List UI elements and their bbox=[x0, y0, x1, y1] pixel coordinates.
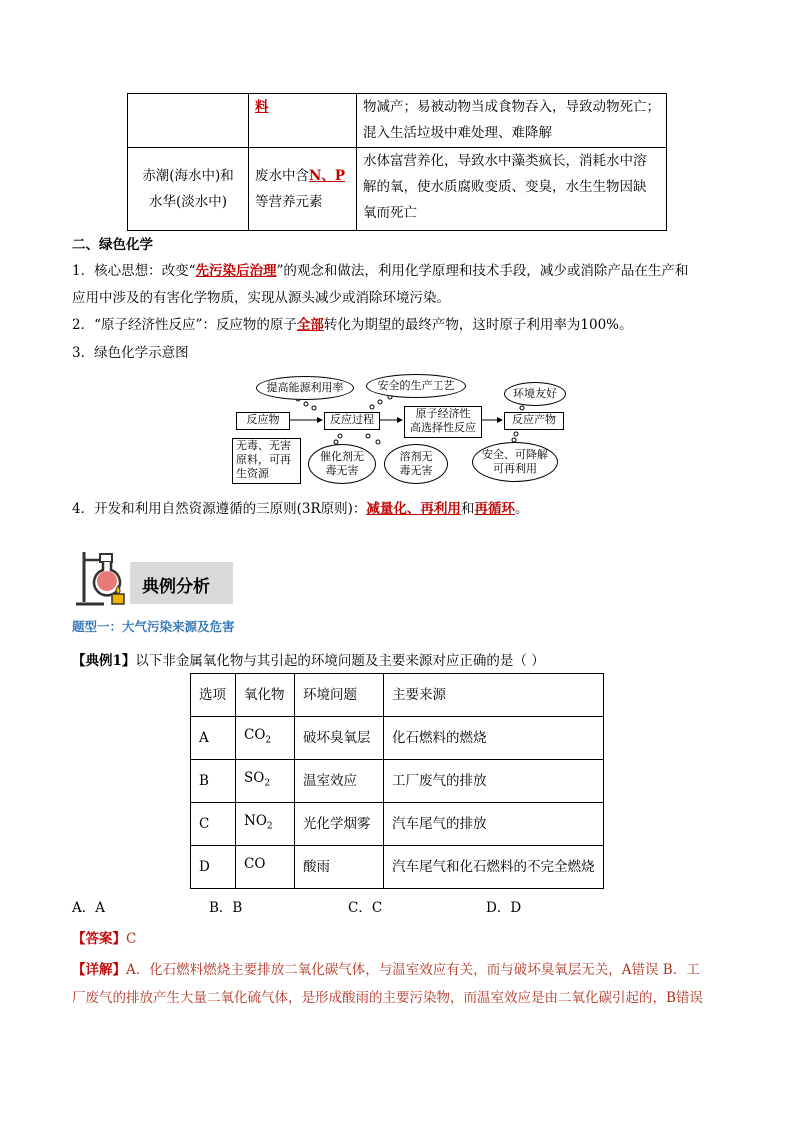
section-heading: 二、绿色化学 bbox=[72, 237, 153, 253]
table-cell: 工厂废气的排放 bbox=[384, 760, 604, 803]
table-cell: CO bbox=[236, 846, 295, 889]
table-cell bbox=[357, 94, 667, 148]
banner-title: 典例分析 bbox=[142, 577, 210, 597]
bubble-solvent: 溶剂无 毒无害 bbox=[384, 444, 448, 484]
paragraph: 1．核心思想：改变“先污染后治理”的观念和做法，利用化学原理和技术手段，减少或消除产品在生产和 bbox=[72, 263, 689, 279]
lab-flask-icon bbox=[74, 548, 130, 608]
table-cell: 酸雨 bbox=[295, 846, 384, 889]
table-cell: $SO_2$ bbox=[236, 760, 295, 803]
question-stem: 【典例1】以下非金属氧化物与其引起的环境问题及主要来源对应正确的是（ ） bbox=[72, 653, 545, 669]
box-reactant: 反应物 bbox=[236, 412, 290, 430]
table-cell: 光化学烟雾 bbox=[295, 803, 384, 846]
table-cell: D bbox=[191, 846, 236, 889]
paragraph: 4．开发和利用自然资源遵循的三原则(3R原则)：减量化、再利用和再循环。 bbox=[72, 501, 529, 517]
pollution-table bbox=[127, 93, 667, 231]
table-header: 氧化物 bbox=[236, 674, 295, 717]
bubble-catalyst: 催化剂无 毒无害 bbox=[308, 444, 376, 484]
choice-c: C．C bbox=[348, 900, 383, 916]
table-header: 选项 bbox=[191, 674, 236, 717]
options-table bbox=[190, 673, 604, 889]
table-cell bbox=[249, 148, 357, 231]
cell-text: 解的氧，使水质腐败变质、变臭，水生生物因缺 bbox=[363, 179, 647, 195]
cell-text: 物减产；易被动物当成食物吞入，导致动物死亡； bbox=[363, 99, 660, 115]
cell-text: 赤潮(海水中)和 bbox=[142, 168, 234, 184]
table-cell: C bbox=[191, 803, 236, 846]
cell-text: 等营养元素 bbox=[255, 194, 323, 210]
box-atom-economy: 原子经济性 高选择性反应 bbox=[404, 406, 482, 438]
table-cell bbox=[128, 94, 249, 148]
red-keyword: 料 bbox=[255, 99, 269, 115]
explanation: 【详解】A．化石燃料燃烧主要排放二氧化碳气体，与温室效应有关，而与破坏臭氧层无关，A错误 B．工 bbox=[72, 962, 700, 978]
table-header: 环境问题 bbox=[295, 674, 384, 717]
table-cell: B bbox=[191, 760, 236, 803]
explanation: 厂废气的排放产生大量二氧化硫气体，是形成酸雨的主要污染物，而温室效应是由二氧化碳引起的，B错误 bbox=[72, 990, 703, 1006]
cell-text: 水华(淡水中) bbox=[148, 194, 228, 210]
answer: 【答案】C bbox=[72, 931, 137, 947]
table-header: 主要来源 bbox=[384, 674, 604, 717]
table-cell: 破坏臭氧层 bbox=[295, 717, 384, 760]
cell-text: 水体富营养化，导致水中藻类疯长，消耗水中溶 bbox=[363, 153, 647, 169]
cell-text: 氧而死亡 bbox=[363, 205, 417, 221]
question-type-heading: 题型一：大气污染来源及危害 bbox=[72, 619, 235, 634]
table-cell: 化石燃料的燃烧 bbox=[384, 717, 604, 760]
table-cell: 汽车尾气和化石燃料的不完全燃烧 bbox=[384, 846, 604, 889]
bubble-degradable: 安全、可降解 可再利用 bbox=[472, 442, 558, 482]
bubble-safe-process: 安全的生产工艺 bbox=[366, 374, 466, 398]
box-product: 反应产物 bbox=[504, 412, 564, 430]
choice-d: D．D bbox=[486, 900, 522, 916]
table-cell bbox=[357, 148, 667, 231]
table-cell: 温室效应 bbox=[295, 760, 384, 803]
table-cell bbox=[249, 94, 357, 148]
paragraph: 2．“原子经济性反应”：反应物的原子全部转化为期望的最终产物，这时原子利用率为100%。 bbox=[72, 317, 633, 333]
section-banner bbox=[130, 562, 233, 604]
bubble-energy: 提高能源利用率 bbox=[256, 376, 354, 400]
bubble-env-friendly: 环境友好 bbox=[504, 382, 566, 406]
green-chemistry-diagram bbox=[230, 370, 570, 485]
choice-b: B．B bbox=[209, 900, 243, 916]
paragraph: 应用中涉及的有害化学物质，实现从源头减少或消除环境污染。 bbox=[72, 290, 450, 306]
box-raw-materials: 无毒、无害 原料，可再 生资源 bbox=[232, 438, 301, 484]
table-cell: A bbox=[191, 717, 236, 760]
choice-a: A．A bbox=[72, 900, 105, 916]
cell-text: 混入生活垃圾中难处理、难降解 bbox=[363, 125, 552, 141]
table-cell: $NO_2$ bbox=[236, 803, 295, 846]
paragraph: 3．绿色化学示意图 bbox=[72, 345, 189, 361]
table-cell: 汽车尾气的排放 bbox=[384, 803, 604, 846]
box-process: 反应过程 bbox=[324, 412, 380, 430]
cell-text: 废水中含N、P bbox=[255, 168, 345, 184]
table-cell bbox=[128, 148, 249, 231]
table-cell: $CO_2$ bbox=[236, 717, 295, 760]
